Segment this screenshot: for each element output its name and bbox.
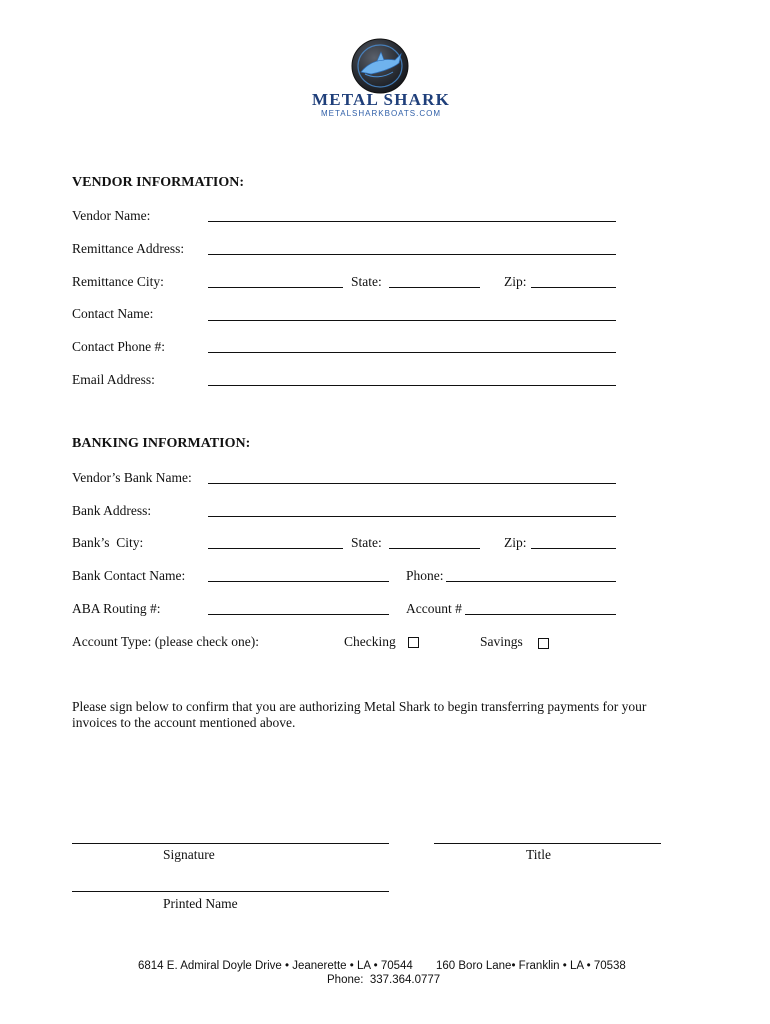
bank-name-field[interactable] <box>208 483 616 484</box>
title-field[interactable] <box>434 843 661 844</box>
contact-name-label: Contact Name: <box>72 306 154 321</box>
account-type-label: Account Type: (please check one): <box>72 634 259 649</box>
footer-address-jeanerette: 6814 E. Admiral Doyle Drive • Jeanerette • LA • 70544 <box>138 960 413 972</box>
bank-name-label: Vendor’s Bank Name: <box>72 470 192 485</box>
contact-phone-label: Contact Phone #: <box>72 339 165 354</box>
bank-address-label: Bank Address: <box>72 503 152 518</box>
checking-label: Checking <box>344 634 396 649</box>
account-number-label: Account # <box>406 601 462 616</box>
remittance-city-field[interactable] <box>208 287 343 288</box>
vendor-name-label: Vendor Name: <box>72 208 151 223</box>
remittance-city-label: Remittance City: <box>72 274 164 289</box>
title-label: Title <box>526 847 552 862</box>
remittance-address-field[interactable] <box>208 254 616 255</box>
contact-phone-field[interactable] <box>208 352 616 353</box>
remittance-zip-label: Zip: <box>504 274 527 289</box>
logo-brand-text: METAL SHARK <box>311 90 451 109</box>
vendor-section-heading: VENDOR INFORMATION: <box>72 175 245 190</box>
bank-zip-field[interactable] <box>531 548 616 549</box>
contact-name-field[interactable] <box>208 320 616 321</box>
vendor-name-field[interactable] <box>208 221 616 222</box>
printed-name-field[interactable] <box>72 891 389 892</box>
bank-phone-field[interactable] <box>446 581 616 582</box>
email-address-field[interactable] <box>208 385 616 386</box>
footer-phone: Phone: 337.364.0777 <box>327 974 441 986</box>
shark-emblem-icon <box>351 38 409 94</box>
printed-name-label: Printed Name <box>163 896 238 911</box>
bank-address-field[interactable] <box>208 516 616 517</box>
bank-zip-label: Zip: <box>504 535 527 550</box>
remittance-state-label: State: <box>351 274 382 289</box>
signature-label: Signature <box>163 847 215 862</box>
bank-contact-name-field[interactable] <box>208 581 389 582</box>
signature-field[interactable] <box>72 843 389 844</box>
remittance-zip-field[interactable] <box>531 287 616 288</box>
remittance-state-field[interactable] <box>389 287 480 288</box>
checking-checkbox[interactable] <box>408 637 419 648</box>
footer-address-franklin: 160 Boro Lane• Franklin • LA • 70538 <box>436 960 626 972</box>
bank-state-label: State: <box>351 535 382 550</box>
account-number-field[interactable] <box>465 614 616 615</box>
remittance-address-label: Remittance Address: <box>72 241 185 256</box>
banking-section-heading: BANKING INFORMATION: <box>72 436 251 451</box>
aba-routing-label: ABA Routing #: <box>72 601 161 616</box>
bank-contact-name-label: Bank Contact Name: <box>72 568 186 583</box>
bank-state-field[interactable] <box>389 548 480 549</box>
bank-phone-label: Phone: <box>406 568 444 583</box>
savings-checkbox[interactable] <box>538 638 549 649</box>
logo-url-text: METALSHARKBOATS.COM <box>320 109 442 118</box>
savings-label: Savings <box>480 634 523 649</box>
email-address-label: Email Address: <box>72 372 155 387</box>
bank-city-label: Bank’s City: <box>72 535 144 550</box>
aba-routing-field[interactable] <box>208 614 389 615</box>
authorization-text: Please sign below to confirm that you are authorizing Metal Shark to begin transferring payments for your invoices to the account mentioned above. <box>72 699 647 730</box>
bank-city-field[interactable] <box>208 548 343 549</box>
